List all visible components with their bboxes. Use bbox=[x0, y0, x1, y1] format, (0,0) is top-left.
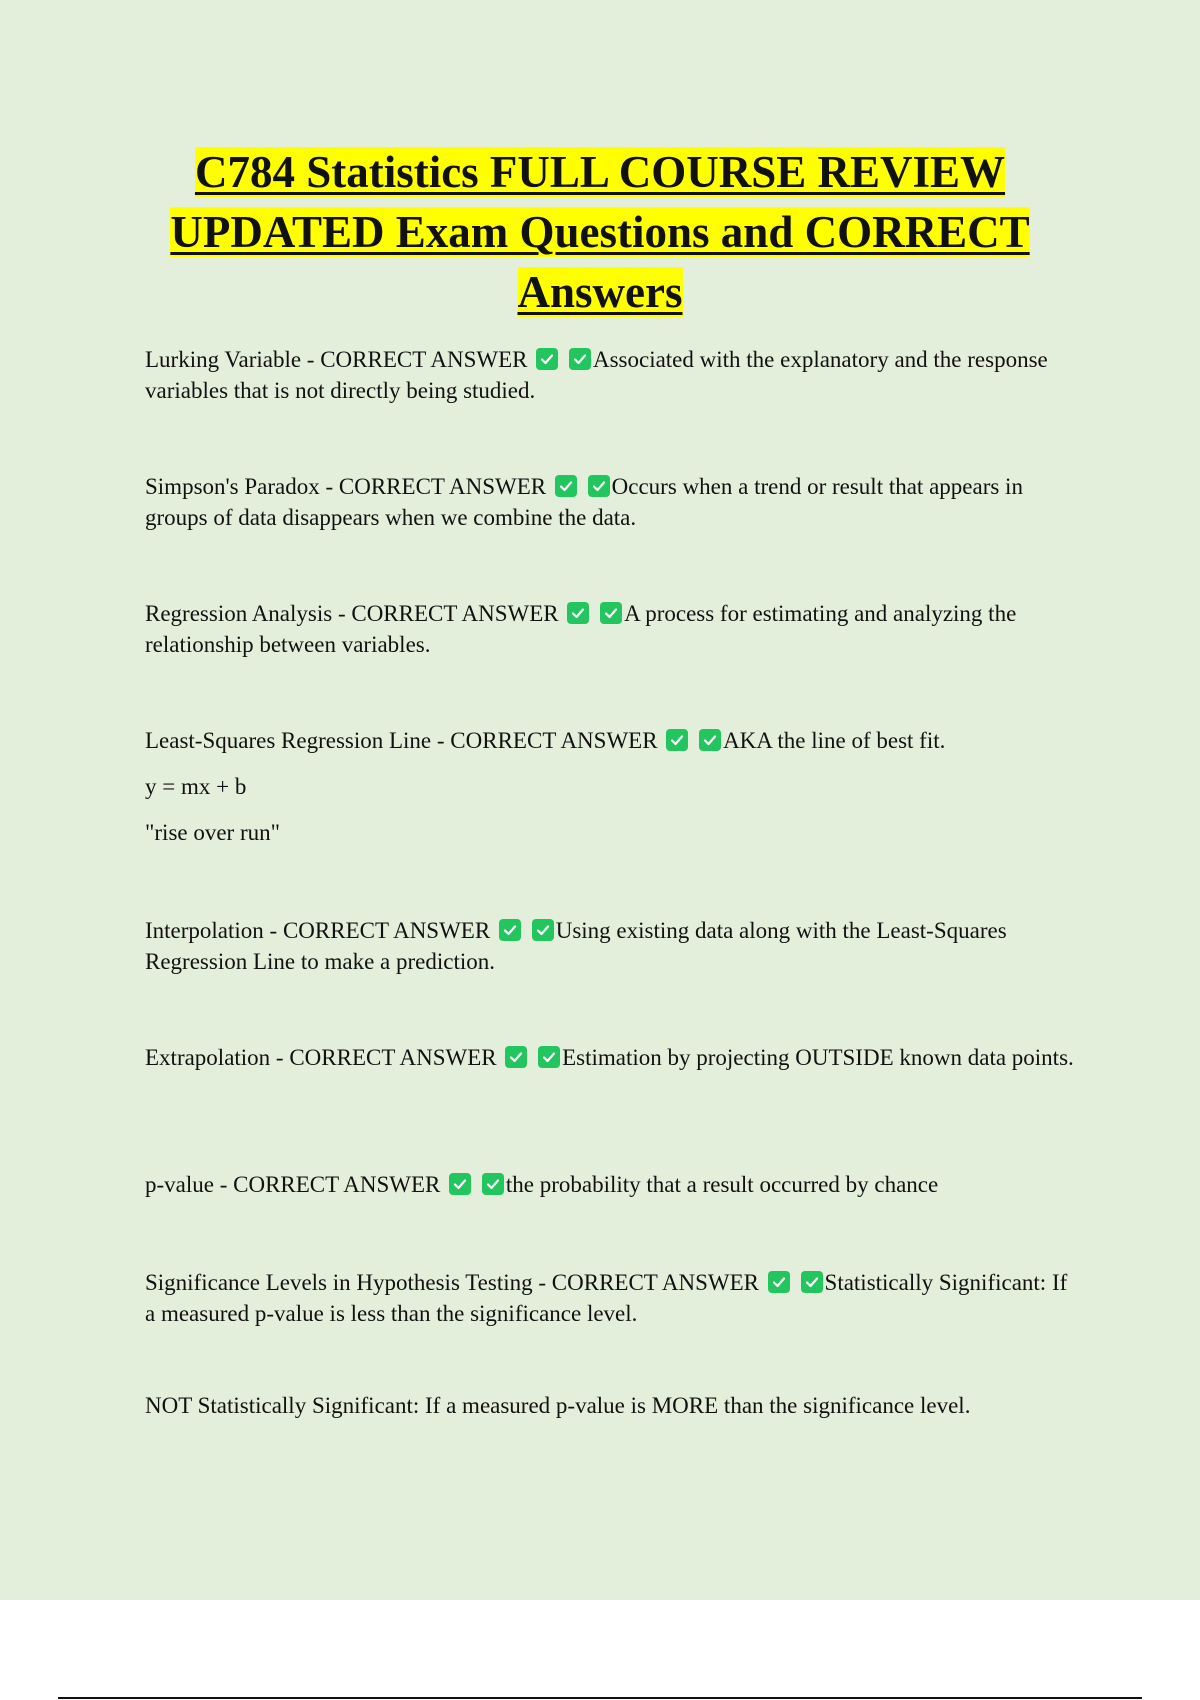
qa-definition: Occurs when a trend or result that appears in groups of data disappears when we combine the data. bbox=[145, 474, 1023, 530]
title-line-1: C784 Statistics FULL COURSE REVIEW bbox=[194, 147, 1006, 197]
formula-note: "rise over run" bbox=[145, 820, 281, 845]
check-box-icon bbox=[536, 348, 558, 370]
qa-term: Significance Levels in Hypothesis Testing - CORRECT ANSWER bbox=[145, 1270, 760, 1295]
qa-entry-regression-analysis bbox=[145, 598, 1075, 660]
footer-divider bbox=[58, 1697, 1142, 1699]
qa-paragraph bbox=[145, 471, 1075, 533]
check-box-icon bbox=[567, 602, 589, 624]
check-box-icon bbox=[538, 1046, 560, 1068]
title-line-3: Answers bbox=[517, 267, 683, 317]
check-box-icon bbox=[801, 1271, 823, 1293]
qa-definition: A process for estimating and analyzing the relationship between variables. bbox=[145, 601, 1017, 657]
title-line-2: UPDATED Exam Questions and CORRECT bbox=[170, 207, 1030, 257]
check-box-icon bbox=[600, 602, 622, 624]
check-box-icon bbox=[569, 348, 591, 370]
check-box-icon bbox=[588, 475, 610, 497]
check-box-icon bbox=[699, 729, 721, 751]
closing-text: NOT Statistically Significant: If a measured p-value is MORE than the significance level. bbox=[145, 1393, 971, 1418]
qa-definition: Estimation by projecting OUTSIDE known data points. bbox=[562, 1045, 1074, 1070]
check-box-icon bbox=[449, 1173, 471, 1195]
qa-paragraph bbox=[145, 598, 1075, 660]
check-box-icon bbox=[555, 475, 577, 497]
check-box-icon bbox=[768, 1271, 790, 1293]
check-box-icon bbox=[666, 729, 688, 751]
qa-term: Lurking Variable - CORRECT ANSWER bbox=[145, 347, 528, 372]
qa-entry-simpsons-paradox bbox=[145, 471, 1075, 533]
document-title bbox=[120, 142, 1080, 322]
qa-term: Simpson's Paradox - CORRECT ANSWER bbox=[145, 474, 547, 499]
closing-paragraph bbox=[145, 1390, 1075, 1421]
check-box-icon bbox=[532, 919, 554, 941]
qa-entry-lurking-variable bbox=[145, 344, 1075, 406]
formula-line: y = mx + b bbox=[145, 774, 247, 799]
qa-paragraph bbox=[145, 725, 1075, 756]
check-box-icon bbox=[482, 1173, 504, 1195]
qa-definition: Using existing data along with the Least-Squares Regression Line to make a prediction. bbox=[145, 918, 1007, 974]
qa-definition: Associated with the explanatory and the response variables that is not directly being studied. bbox=[145, 347, 1048, 403]
qa-definition: Statistically Significant: If a measured p-value is less than the significance level. bbox=[145, 1270, 1068, 1326]
qa-entry-significance-levels bbox=[145, 1267, 1075, 1329]
qa-paragraph bbox=[145, 1169, 1075, 1200]
qa-paragraph bbox=[145, 1267, 1075, 1329]
qa-term: Regression Analysis - CORRECT ANSWER bbox=[145, 601, 559, 626]
qa-paragraph bbox=[145, 915, 1075, 977]
qa-definition: the probability that a result occurred by chance bbox=[505, 1172, 939, 1197]
qa-entry-least-squares-regression-line bbox=[145, 725, 1075, 848]
qa-paragraph bbox=[145, 1042, 1075, 1073]
qa-paragraph bbox=[145, 344, 1075, 406]
qa-entry-interpolation bbox=[145, 915, 1075, 977]
qa-term: Least-Squares Regression Line - CORRECT ANSWER bbox=[145, 728, 658, 753]
check-box-icon bbox=[505, 1046, 527, 1068]
qa-term: Interpolation - CORRECT ANSWER bbox=[145, 918, 491, 943]
qa-term: p-value - CORRECT ANSWER bbox=[145, 1172, 441, 1197]
qa-term: Extrapolation - CORRECT ANSWER bbox=[145, 1045, 497, 1070]
qa-definition: AKA the line of best fit. bbox=[723, 728, 946, 753]
qa-entry-p-value bbox=[145, 1169, 1075, 1200]
qa-entry-extrapolation bbox=[145, 1042, 1075, 1073]
check-box-icon bbox=[499, 919, 521, 941]
